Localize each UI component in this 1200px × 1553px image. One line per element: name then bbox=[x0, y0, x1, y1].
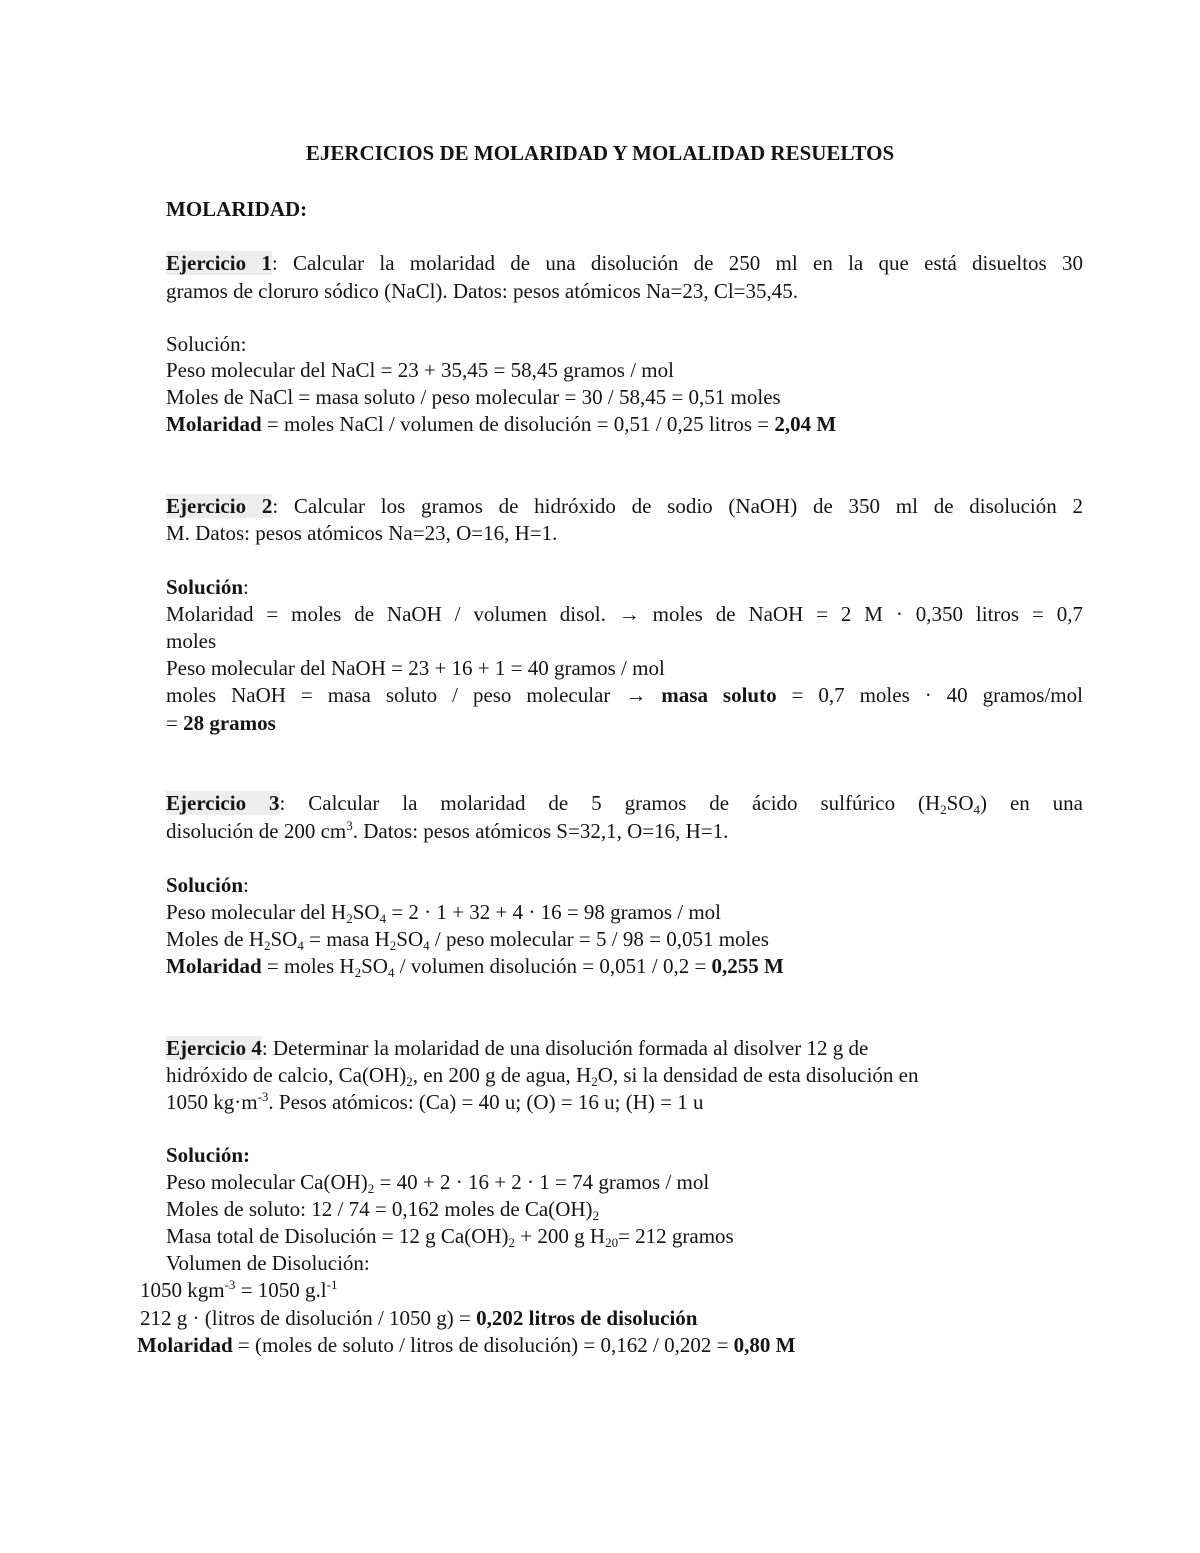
exercise-3-solution-step-1: Peso molecular del $H_2SO_4 = 2 \cdot 1 + 32 + 4 \cdot 16 = 98$ gramos / mol bbox=[166, 900, 721, 926]
exercise-1-solution-label: Solución: bbox=[166, 332, 247, 356]
exercise-1-result: 2,04 M bbox=[774, 412, 837, 436]
exercise-3-solution-step-2: Moles de $H_2SO_4$ = masa $H_2SO_4$ / peso molecular = 5 / 98 = 0,051 moles bbox=[166, 927, 769, 953]
section-heading: MOLARIDAD: bbox=[166, 197, 308, 221]
exercise-3-result: 0,255 M bbox=[711, 954, 784, 978]
exercise-1-solution-step-1: Peso molecular del NaCl = 23 + 35,45 = 58,45 gramos / mol bbox=[166, 358, 674, 382]
exercise-2-result: 28 gramos bbox=[183, 711, 276, 735]
exercise-4-label: Ejercicio 4 bbox=[166, 1036, 262, 1060]
exercise-3-statement-line-2: disolución de 200 $cm^3$. Datos: pesos atómicos S=32,1, O=16, H=1. bbox=[166, 818, 729, 843]
exercise-2-solution-step-1: Molaridad = moles de NaOH / volumen disol. → moles de NaOH = 2 M · 0,350 litros = 0,7 bbox=[166, 602, 1083, 626]
document-title: EJERCICIOS DE MOLARIDAD Y MOLALIDAD RESUELTOS bbox=[305, 141, 895, 165]
exercise-4-solution-step-6: 212 g · (litros de disolución / 1050 g) = 0,202 litros de disolución bbox=[140, 1306, 698, 1330]
exercise-4-solution-step-2: Moles de soluto: 12 / 74 = 0,162 moles de $Ca(OH)_2$ bbox=[166, 1197, 600, 1223]
exercise-2-solution-label: Solución: bbox=[166, 575, 249, 599]
exercise-4-result: 0,80 M bbox=[733, 1333, 796, 1357]
exercise-2-solution-step-1-cont: moles bbox=[166, 629, 217, 653]
exercise-1-statement-line-2: gramos de cloruro sódico (NaCl). Datos: pesos atómicos Na=23, Cl=35,45. bbox=[166, 279, 798, 303]
exercise-4-solution-step-5: 1050 kgm$^{-3}$ = 1050 $g.l^{-1}$ bbox=[140, 1277, 338, 1302]
exercise-2-solution-step-2: Peso molecular del NaOH = 23 + 16 + 1 = 40 gramos / mol bbox=[166, 656, 665, 680]
exercise-1-solution-step-3: Molaridad = moles NaCl / volumen de disolución = 0,51 / 0,25 litros = 2,04 M bbox=[166, 412, 837, 436]
exercise-3-statement-line-1: Ejercicio 3: Calcular la molaridad de 5 gramos de ácido sulfúrico $(H_2SO_4)$ en una bbox=[166, 791, 1083, 817]
exercise-4-solution-step-1: Peso molecular $Ca(OH)_2 = 40 + 2 \cdot 16 + 2 \cdot 1 = 74$ gramos / mol bbox=[166, 1170, 710, 1196]
exercise-4-statement-line-2: hidróxido de calcio, $Ca(OH)_2$, en 200 g de agua, $H_2O$, si la densidad de esta disolución en bbox=[166, 1063, 919, 1089]
exercise-4-statement-line-1: Ejercicio 4: Determinar la molaridad de una disolución formada al disolver 12 g de bbox=[166, 1036, 869, 1060]
exercise-1-label: Ejercicio 1 bbox=[166, 251, 272, 275]
exercise-3-label: Ejercicio 3 bbox=[166, 791, 280, 815]
exercise-3-solution-label: Solución: bbox=[166, 873, 249, 897]
exercise-4-solution-step-7: Molaridad = (moles de soluto / litros de disolución) = 0,162 / 0,202 = 0,80 M bbox=[137, 1333, 796, 1357]
exercise-3-solution-step-3: Molaridad = moles $H_2SO_4$ / volumen disolución = 0,051 / 0,2 = 0,255 M bbox=[166, 954, 784, 980]
exercise-4-solution-step-4: Volumen de Disolución: bbox=[166, 1251, 370, 1275]
exercise-2-solution-step-3: moles NaOH = masa soluto / peso molecular → masa soluto = 0,7 moles · 40 gramos/mol bbox=[166, 683, 1083, 707]
exercise-4-statement-line-3: 1050 $kg\cdot m^{-3}$. Pesos atómicos: (Ca) = 40 u; (O) = 16 u; (H) = 1 u bbox=[166, 1089, 704, 1114]
exercise-1-solution-step-2: Moles de NaCl = masa soluto / peso molecular = 30 / 58,45 = 0,51 moles bbox=[166, 385, 781, 409]
exercise-2-statement-line-1: Ejercicio 2: Calcular los gramos de hidróxido de sodio (NaOH) de 350 ml de disolución 2 bbox=[166, 494, 1083, 518]
exercise-2-label: Ejercicio 2 bbox=[166, 494, 273, 518]
exercise-1-statement-line-1: Ejercicio 1: Calcular la molaridad de una disolución de 250 ml en la que está disueltos 30 bbox=[166, 251, 1083, 275]
exercise-2-statement-line-2: M. Datos: pesos atómicos Na=23, O=16, H=1. bbox=[166, 521, 558, 545]
exercise-2-result-line: = 28 gramos bbox=[166, 711, 276, 735]
exercise-4-solution-label: Solución: bbox=[166, 1143, 251, 1167]
exercise-4-solution-step-3: Masa total de Disolución = 12 g $Ca(OH)_2 + 200$ g $H_{20}= 212$ gramos bbox=[166, 1224, 734, 1250]
